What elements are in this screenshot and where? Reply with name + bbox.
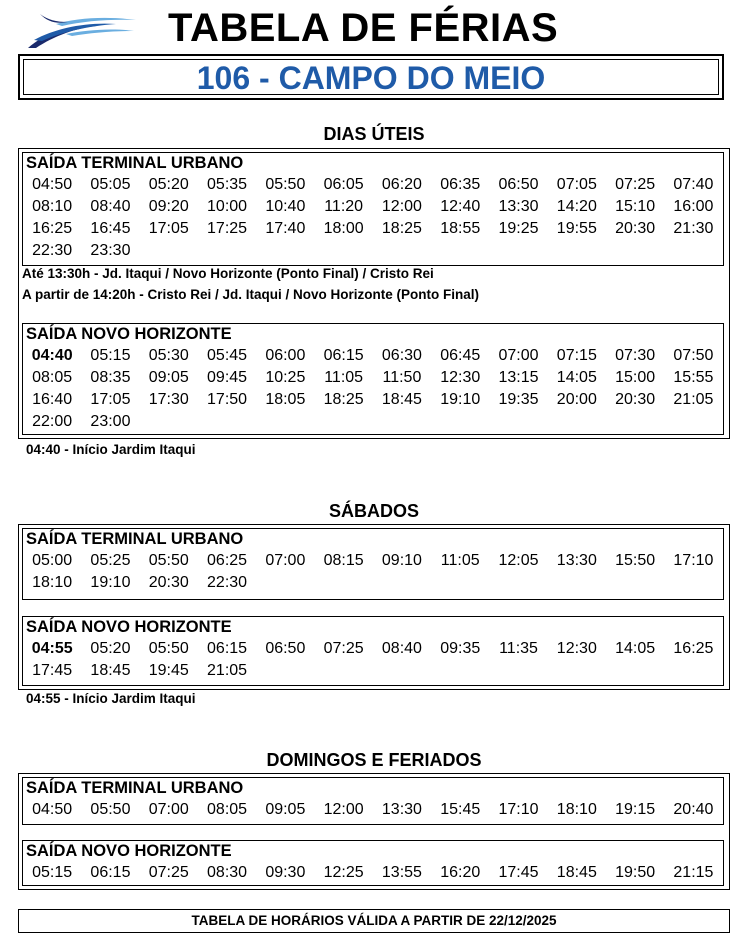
departure-time: 07:05 <box>556 176 597 193</box>
departure-time: 05:25 <box>90 552 131 569</box>
departure-time: 16:25 <box>32 220 73 237</box>
departure-time: 20:30 <box>615 220 656 237</box>
departure-time: 09:20 <box>148 198 189 215</box>
departure-time: 19:25 <box>498 220 539 237</box>
departure-time: 16:00 <box>673 198 714 215</box>
departure-time: 19:45 <box>148 662 189 679</box>
departure-time: 17:45 <box>498 864 539 881</box>
departure-time: 13:55 <box>381 864 422 881</box>
domingos-panel <box>18 773 730 890</box>
departure-time: 09:35 <box>440 640 481 657</box>
departure-time: 22:30 <box>32 242 73 259</box>
departure-time: 18:00 <box>323 220 364 237</box>
departure-time: 17:30 <box>148 391 189 408</box>
departure-time: 07:15 <box>556 347 597 364</box>
section-title-dias-uteis: DIAS ÚTEIS <box>323 124 425 144</box>
departure-time: 08:05 <box>207 801 248 818</box>
departure-time: 05:35 <box>207 176 248 193</box>
dias-uteis-terminal-label: SAÍDA TERMINAL URBANO <box>26 154 244 172</box>
departure-time: 06:25 <box>207 552 248 569</box>
dias-uteis-novo-horizonte-times <box>23 345 725 433</box>
departure-time: 18:45 <box>381 391 422 408</box>
departure-time: 07:25 <box>323 640 364 657</box>
departure-time: 16:40 <box>32 391 73 408</box>
domingos-terminal-box <box>22 777 724 825</box>
departure-time: 18:25 <box>323 391 364 408</box>
departure-time: 14:05 <box>615 640 656 657</box>
departure-time: 17:50 <box>207 391 248 408</box>
departure-time: 15:00 <box>615 369 656 386</box>
departure-time: 20:30 <box>615 391 656 408</box>
departure-time: 07:00 <box>148 801 189 818</box>
departure-time: 05:15 <box>90 347 131 364</box>
dias-uteis-terminal-times <box>23 174 725 262</box>
departure-time: 19:35 <box>498 391 539 408</box>
departure-time: 04:40 <box>31 347 73 364</box>
departure-time: 05:05 <box>90 176 131 193</box>
sabados-novo-horizonte-times <box>23 638 725 682</box>
departure-time: 06:50 <box>498 176 539 193</box>
departure-time: 15:50 <box>615 552 656 569</box>
departure-time: 12:25 <box>323 864 364 881</box>
departure-time: 10:40 <box>265 198 306 215</box>
dias-uteis-novo-horizonte-box <box>22 323 724 435</box>
departure-time: 21:30 <box>673 220 714 237</box>
departure-time: 08:30 <box>207 864 248 881</box>
domingos-terminal-label: SAÍDA TERMINAL URBANO <box>26 779 244 797</box>
section-title-sabados: SÁBADOS <box>328 501 419 521</box>
dias-uteis-note-2: A partir de 14:20h - Cristo Rei / Jd. Itaqui / Novo Horizonte (Ponto Final) <box>22 287 480 302</box>
dias-uteis-footnote: 04:40 - Início Jardim Itaqui <box>26 442 196 457</box>
departure-time: 08:40 <box>381 640 422 657</box>
sabados-footnote: 04:55 - Início Jardim Itaqui <box>26 691 196 706</box>
departure-time: 05:20 <box>90 640 131 657</box>
departure-time: 05:50 <box>148 640 189 657</box>
departure-time: 13:30 <box>381 801 422 818</box>
domingos-novo-horizonte-label: SAÍDA NOVO HORIZONTE <box>26 842 232 860</box>
departure-time: 17:45 <box>32 662 73 679</box>
dias-uteis-novo-horizonte-label: SAÍDA NOVO HORIZONTE <box>26 325 232 343</box>
departure-time: 06:15 <box>207 640 248 657</box>
departure-time: 05:50 <box>90 801 131 818</box>
departure-time: 23:00 <box>90 413 131 430</box>
departure-time: 18:25 <box>381 220 422 237</box>
departure-time: 08:05 <box>32 369 73 386</box>
departure-time: 15:10 <box>615 198 656 215</box>
departure-time: 18:10 <box>556 801 597 818</box>
departure-time: 10:00 <box>207 198 248 215</box>
departure-time: 18:45 <box>556 864 597 881</box>
departure-time: 11:35 <box>499 640 538 657</box>
departure-time: 04:50 <box>32 176 73 193</box>
sabados-novo-horizonte-label: SAÍDA NOVO HORIZONTE <box>26 618 232 636</box>
departure-time: 12:00 <box>381 198 422 215</box>
sabados-terminal-box <box>22 528 724 600</box>
departure-time: 17:05 <box>90 391 131 408</box>
route-title: 106 - CAMPO DO MEIO <box>23 59 719 95</box>
departure-time: 18:10 <box>32 574 73 591</box>
departure-time: 06:30 <box>381 347 422 364</box>
departure-time: 21:05 <box>673 391 714 408</box>
departure-time: 06:45 <box>440 347 481 364</box>
departure-time: 05:50 <box>148 552 189 569</box>
departure-time: 11:50 <box>382 369 422 386</box>
departure-time: 09:10 <box>381 552 422 569</box>
departure-time: 19:50 <box>615 864 656 881</box>
departure-time: 12:00 <box>323 801 364 818</box>
sabados-novo-horizonte-box <box>22 616 724 686</box>
departure-time: 05:20 <box>148 176 189 193</box>
departure-time: 12:30 <box>440 369 481 386</box>
departure-time: 04:55 <box>31 640 73 657</box>
departure-time: 19:55 <box>556 220 597 237</box>
departure-time: 19:15 <box>615 801 656 818</box>
domingos-novo-horizonte-box <box>22 840 724 886</box>
sabados-terminal-label: SAÍDA TERMINAL URBANO <box>26 530 244 548</box>
dias-uteis-panel <box>18 148 730 439</box>
departure-time: 17:10 <box>673 552 714 569</box>
departure-time: 12:30 <box>556 640 597 657</box>
departure-time: 15:45 <box>440 801 481 818</box>
departure-time: 17:40 <box>265 220 306 237</box>
departure-time: 14:20 <box>556 198 597 215</box>
departure-time: 06:35 <box>440 176 481 193</box>
departure-time: 16:20 <box>440 864 481 881</box>
sabados-panel <box>18 524 730 690</box>
departure-time: 06:50 <box>265 640 306 657</box>
departure-time: 05:15 <box>32 864 73 881</box>
departure-time: 07:00 <box>265 552 306 569</box>
departure-time: 12:40 <box>440 198 481 215</box>
departure-time: 22:00 <box>32 413 73 430</box>
departure-time: 09:45 <box>207 369 248 386</box>
domingos-novo-horizonte-times <box>23 862 725 884</box>
departure-time: 22:30 <box>207 574 248 591</box>
departure-time: 07:50 <box>673 347 714 364</box>
departure-time: 05:30 <box>148 347 189 364</box>
departure-time: 15:55 <box>673 369 714 386</box>
departure-time: 18:45 <box>90 662 131 679</box>
departure-time: 06:00 <box>265 347 306 364</box>
departure-time: 06:15 <box>323 347 364 364</box>
dias-uteis-terminal-box <box>22 152 724 266</box>
departure-time: 11:20 <box>324 198 364 215</box>
departure-time: 13:30 <box>498 198 539 215</box>
departure-time: 21:15 <box>673 864 714 881</box>
departure-time: 06:15 <box>90 864 131 881</box>
departure-time: 11:05 <box>324 369 364 386</box>
departure-time: 08:10 <box>32 198 73 215</box>
departure-time: 14:05 <box>556 369 597 386</box>
departure-time: 07:25 <box>148 864 189 881</box>
departure-time: 07:00 <box>498 347 539 364</box>
departure-time: 09:05 <box>148 369 189 386</box>
departure-time: 08:35 <box>90 369 131 386</box>
sabados-terminal-times <box>23 550 725 594</box>
departure-time: 07:25 <box>615 176 656 193</box>
departure-time: 19:10 <box>90 574 131 591</box>
departure-time: 07:30 <box>615 347 656 364</box>
departure-time: 16:25 <box>673 640 714 657</box>
section-title-domingos: DOMINGOS E FERIADOS <box>266 750 482 770</box>
validity-footer: TABELA DE HORÁRIOS VÁLIDA A PARTIR DE 22/12/2025 <box>18 909 730 933</box>
departure-time: 16:45 <box>90 220 131 237</box>
departure-time: 07:40 <box>673 176 714 193</box>
departure-time: 11:05 <box>440 552 480 569</box>
departure-time: 06:20 <box>381 176 422 193</box>
departure-time: 05:50 <box>265 176 306 193</box>
departure-time: 17:05 <box>148 220 189 237</box>
route-box <box>18 54 724 100</box>
departure-time: 09:05 <box>265 801 306 818</box>
departure-time: 04:50 <box>32 801 73 818</box>
departure-time: 08:40 <box>90 198 131 215</box>
departure-time: 20:30 <box>148 574 189 591</box>
dias-uteis-note-1: Até 13:30h - Jd. Itaqui / Novo Horizonte (Ponto Final) / Cristo Rei <box>22 266 434 281</box>
departure-time: 05:45 <box>207 347 248 364</box>
departure-time: 18:05 <box>265 391 306 408</box>
departure-time: 12:05 <box>498 552 539 569</box>
departure-time: 06:05 <box>323 176 364 193</box>
departure-time: 08:15 <box>323 552 364 569</box>
company-logo-icon <box>26 10 138 50</box>
departure-time: 23:30 <box>90 242 131 259</box>
departure-time: 19:10 <box>440 391 481 408</box>
departure-time: 13:30 <box>556 552 597 569</box>
departure-time: 05:00 <box>32 552 73 569</box>
departure-time: 21:05 <box>207 662 248 679</box>
departure-time: 20:40 <box>673 801 714 818</box>
departure-time: 09:30 <box>265 864 306 881</box>
departure-time: 18:55 <box>440 220 481 237</box>
departure-time: 13:15 <box>498 369 539 386</box>
domingos-terminal-times <box>23 799 725 821</box>
departure-time: 17:25 <box>207 220 248 237</box>
departure-time: 17:10 <box>498 801 539 818</box>
departure-time: 10:25 <box>265 369 306 386</box>
departure-time: 20:00 <box>556 391 597 408</box>
page-title: TABELA DE FÉRIAS <box>168 6 559 50</box>
